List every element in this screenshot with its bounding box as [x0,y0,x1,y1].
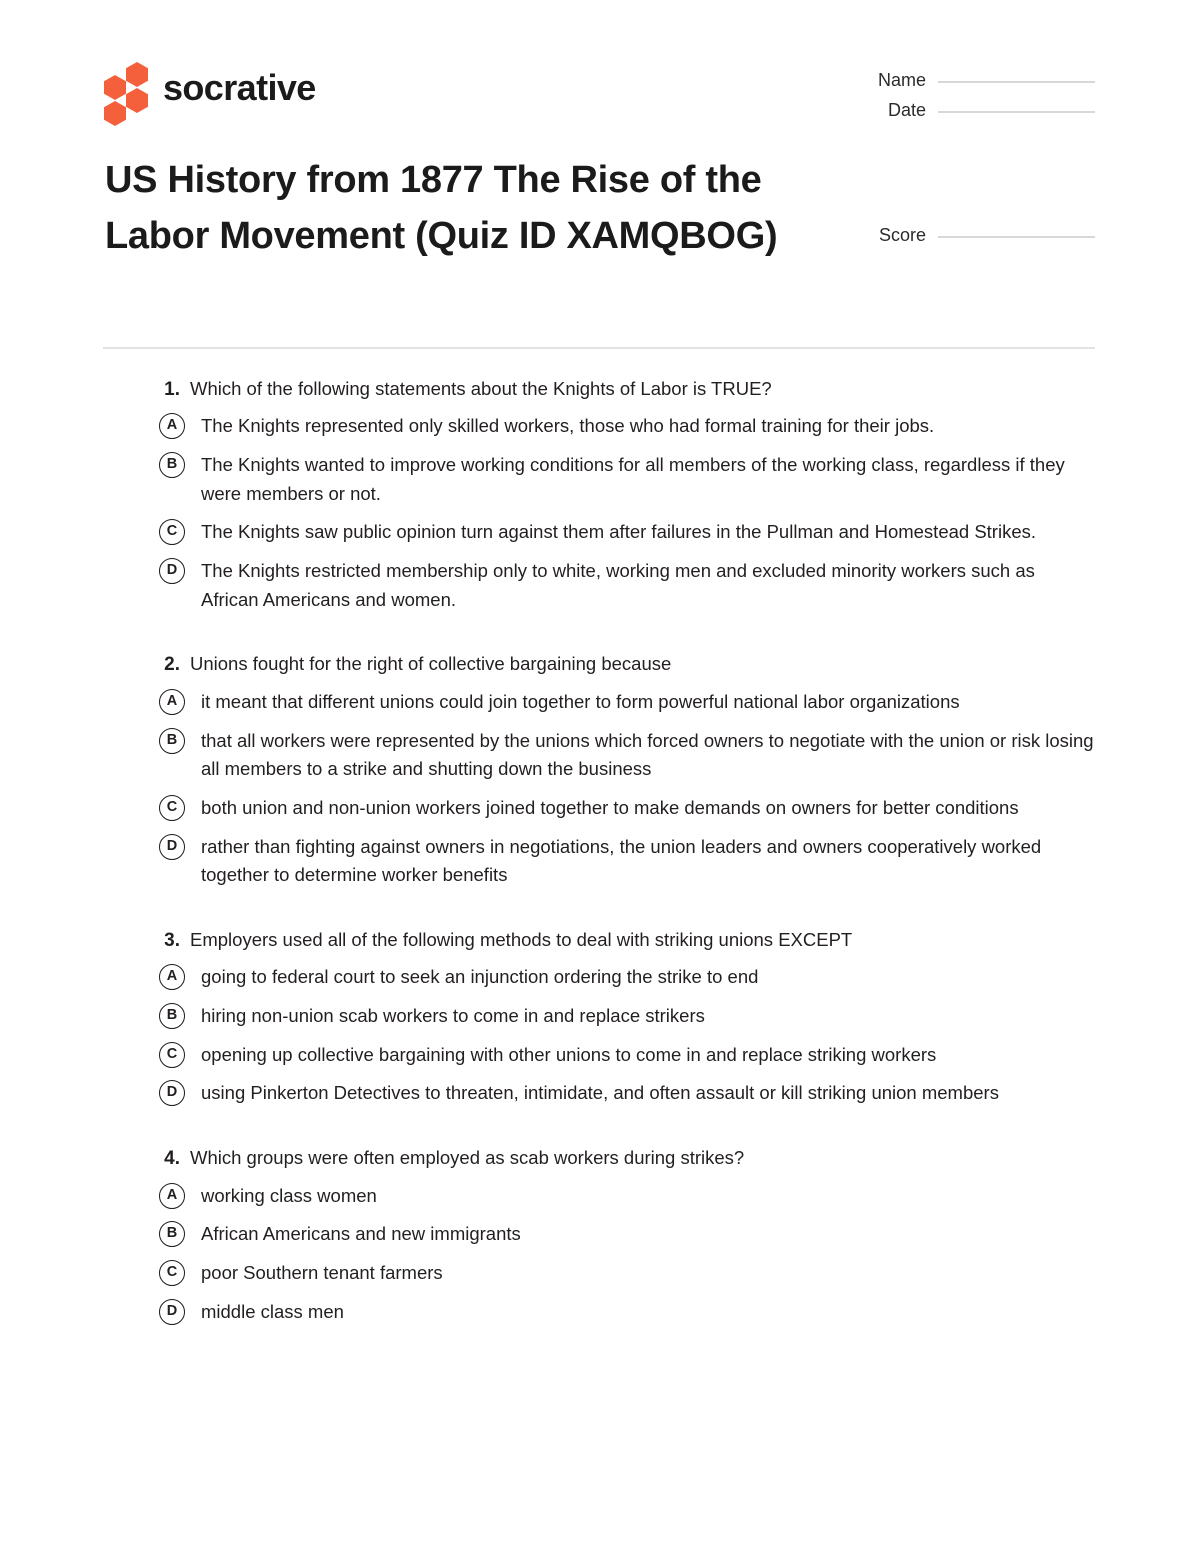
answer-option[interactable] [0,1298,1200,1327]
option-text: middle class men [201,1300,344,1322]
option-letter-bubble[interactable]: A [159,413,185,439]
answer-option[interactable] [0,451,1200,508]
option-text: it meant that different unions could join together to form powerful national labor organizations [201,690,960,712]
date-label: Date [887,100,926,120]
question-number: 1. [164,379,180,400]
hexagon-icon [126,62,148,87]
hexagon-icon [104,101,126,126]
question-number: 4. [164,1148,180,1170]
page-header [0,0,1200,300]
option-letter-bubble[interactable]: B [159,728,185,754]
answer-option[interactable] [0,557,1200,614]
question-item [0,650,1200,889]
question-header [0,650,1200,679]
question-number: 2. [164,654,180,676]
answer-option[interactable] [0,518,1200,547]
question-number: 3. [164,929,180,951]
option-letter-bubble[interactable]: D [159,834,185,860]
option-letter-bubble[interactable]: A [159,964,185,990]
option-letter-bubble[interactable]: D [159,558,185,584]
option-text: The Knights restricted membership only to white, working men and excluded minority workers such as African Americans and women. [201,560,1035,610]
header-divider [103,347,1095,349]
brand-name: socrative [163,67,316,108]
option-text: The Knights wanted to improve working conditions for all members of the working class, regardless if they were members or not. [201,454,1065,504]
option-letter-bubble[interactable]: D [159,1299,185,1325]
answer-option[interactable] [0,963,1200,992]
option-text: using Pinkerton Detectives to threaten, intimidate, and often assault or kill striking union members [201,1082,999,1104]
socrative-hexagon-logo-icon [103,62,149,114]
question-text: Unions fought for the right of collective bargaining because [190,653,672,675]
date-field-row [850,100,1095,130]
option-letter-bubble[interactable]: B [159,452,185,478]
option-text: hiring non-union scab workers to come in and replace strikers [201,1005,705,1027]
hexagon-icon [104,75,126,100]
student-info-fields [850,70,1095,130]
answer-option[interactable] [0,1259,1200,1288]
option-text: rather than fighting against owners in negotiations, the union leaders and owners cooperatively worked together to determine worker benefits [201,835,1042,886]
answer-option[interactable] [0,1220,1200,1249]
option-letter-bubble[interactable]: A [159,689,185,715]
option-letter-bubble[interactable]: C [159,795,185,821]
option-text: poor Southern tenant farmers [201,1261,443,1283]
answer-option[interactable] [0,412,1200,441]
option-letter-bubble[interactable]: C [159,1042,185,1068]
option-text: The Knights saw public opinion turn against them after failures in the Pullman and Homestead Strikes. [201,521,1037,543]
question-item [0,1144,1200,1326]
date-input-line[interactable] [938,110,1095,113]
question-header [0,926,1200,955]
score-field [850,225,1095,255]
question-text: Employers used all of the following methods to deal with striking unions EXCEPT [190,928,853,950]
option-letter-bubble[interactable]: A [159,1183,185,1209]
option-letter-bubble[interactable]: C [159,519,185,545]
option-letter-bubble[interactable]: C [159,1260,185,1286]
question-item [0,375,1200,614]
name-label: Name [877,70,926,90]
score-input-line[interactable] [938,235,1095,238]
socrative-logo [103,62,316,114]
question-header [0,375,1200,404]
option-text: going to federal court to seek an injunction ordering the strike to end [201,966,759,988]
question-text: Which of the following statements about the Knights of Labor is TRUE? [190,378,772,399]
question-item [0,926,1200,1108]
question-text: Which groups were often employed as scab workers during strikes? [190,1147,745,1169]
name-field-row [850,70,1095,100]
answer-option[interactable] [0,833,1200,890]
answer-option[interactable] [0,727,1200,784]
option-letter-bubble[interactable]: B [159,1003,185,1029]
name-input-line[interactable] [938,80,1095,83]
option-text: both union and non-union workers joined together to make demands on owners for better conditions [201,796,1019,818]
option-letter-bubble[interactable]: D [159,1080,185,1106]
answer-option[interactable] [0,1079,1200,1108]
option-text: that all workers were represented by the unions which forced owners to negotiate with the union or risk losing all members to a strike and shutting down the business [201,729,1094,780]
answer-option[interactable] [0,794,1200,823]
answer-option[interactable] [0,688,1200,717]
page-title: US History from 1877 The Rise of the Labor Movement (Quiz ID XAMQBOG) [105,159,778,258]
answer-option[interactable] [0,1182,1200,1211]
score-label: Score [878,225,926,245]
option-letter-bubble[interactable]: B [159,1221,185,1247]
score-field-row [850,225,1095,255]
option-text: The Knights represented only skilled workers, those who had formal training for their jobs. [201,415,935,437]
question-header [0,1144,1200,1173]
hexagon-icon [126,88,148,113]
option-text: opening up collective bargaining with other unions to come in and replace striking workers [201,1043,937,1065]
answer-option[interactable] [0,1041,1200,1070]
option-text: working class women [201,1184,377,1206]
option-text: African Americans and new immigrants [201,1223,521,1245]
questions-list [0,375,1200,1362]
answer-option[interactable] [0,1002,1200,1031]
